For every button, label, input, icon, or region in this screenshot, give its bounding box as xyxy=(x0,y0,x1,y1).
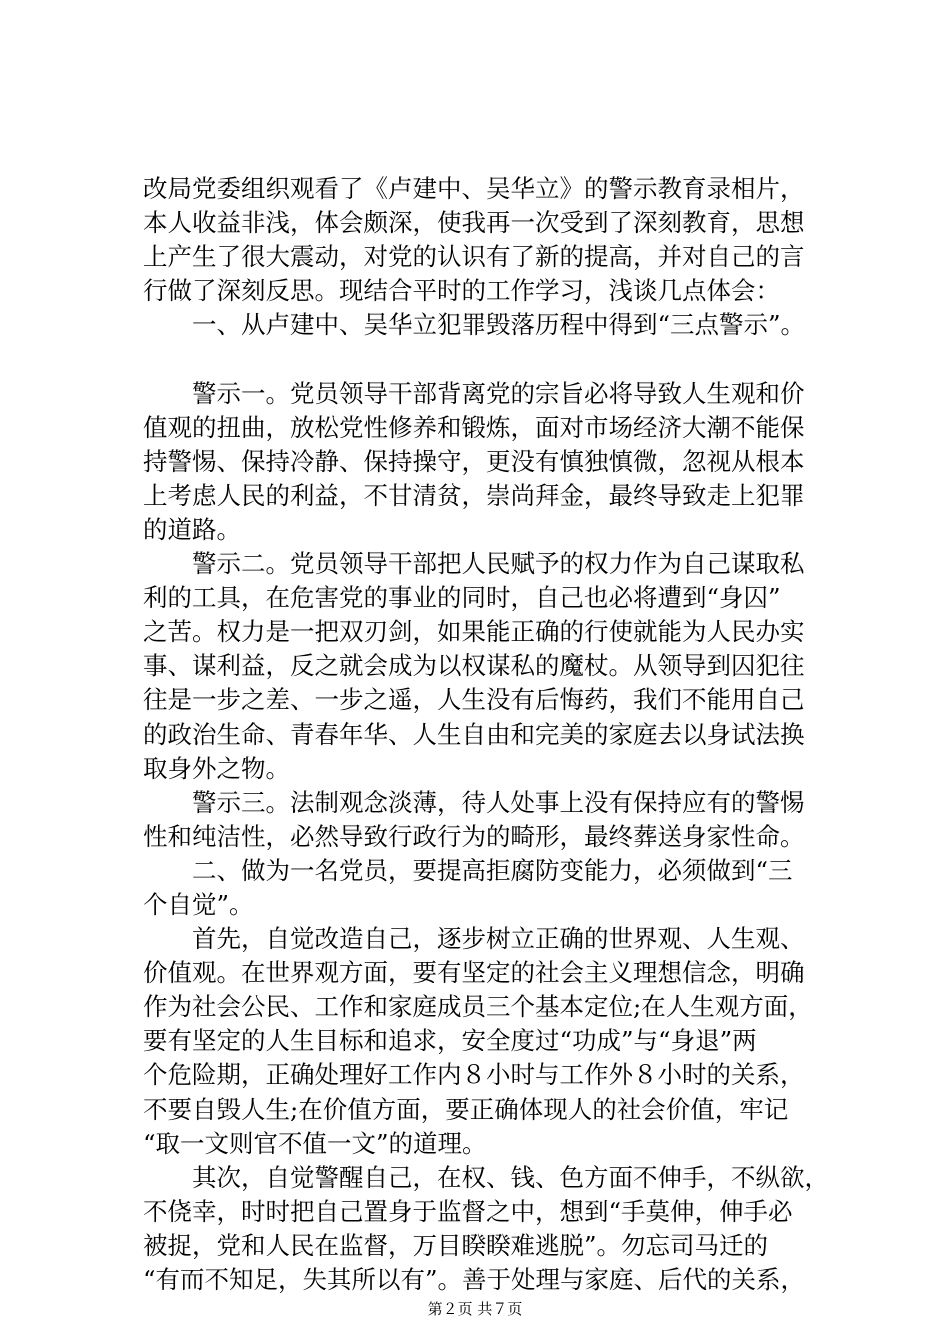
text-line: 持警惕、保持冷静、保持操守，更没有慎独慎微，忽视从根本 xyxy=(143,446,805,476)
text-line: 不要自毁人生;在价值方面，要正确体现人的社会价值，牢记 xyxy=(143,1094,789,1124)
text-line: 性和纯洁性，必然导致行政行为的畸形，最终葬送身家性命。 xyxy=(143,821,805,851)
warning-two-line: 警示二。党员领导干部把人民赋予的权力作为自己谋取私 xyxy=(143,549,805,579)
text-line: “有而不知足，失其所以有”。善于处理与家庭、后代的关系， xyxy=(143,1265,806,1294)
text-line: 要有坚定的人生目标和追求，安全度过“功成”与“身退”两 xyxy=(143,1026,757,1056)
text-line: 作为社会公民、工作和家庭成员三个基本定位;在人生观方面， xyxy=(143,992,813,1022)
text-line: 被捉，党和人民在监督，万目睽睽难逃脱”。勿忘司马迁的 xyxy=(143,1230,769,1260)
text-line: 不侥幸，时时把自己置身于监督之中，想到“手莫伸，伸手必 xyxy=(143,1196,793,1226)
text-line: 利的工具，在危害党的事业的同时，自己也必将遭到“身囚” xyxy=(143,583,781,613)
warning-three-line: 警示三。法制观念淡薄，待人处事上没有保持应有的警惕 xyxy=(143,787,805,817)
text-line: 取身外之物。 xyxy=(143,753,290,783)
text-line: 上考虑人民的利益，不甘清贫，崇尚拜金，最终导致走上犯罪 xyxy=(143,480,805,510)
text-line: 值观的扭曲，放松党性修养和锻炼，面对市场经济大潮不能保 xyxy=(143,412,805,442)
section-heading-1: 一、从卢建中、吴华立犯罪毁落历程中得到“三点警示”。 xyxy=(143,310,806,340)
text-line: 价值观。在世界观方面，要有坚定的社会主义理想信念，明确 xyxy=(143,958,805,988)
document-body xyxy=(143,172,843,1297)
text-line: 的政治生命、青春年华、人生自由和完美的家庭去以身试法换 xyxy=(143,719,805,749)
page-number-footer: 第２页 共７页 xyxy=(427,1300,523,1318)
text-line: 个危险期，正确处理好工作内８小时与工作外８小时的关系， xyxy=(143,1060,805,1090)
text-line: 事、谋利益，反之就会成为以权谋私的魔杖。从领导到囚犯往 xyxy=(143,651,805,681)
text-line: 本人收益非浅，体会颇深，使我再一次受到了深刻教育，思想 xyxy=(143,208,805,238)
section-heading-2: 二、做为一名党员，要提高拒腐防变能力，必须做到“三 xyxy=(143,855,793,885)
text-line: 之苦。权力是一把双刃剑，如果能正确的行使就能为人民办实 xyxy=(143,617,805,647)
text-line: “取一文则官不值一文”的道理。 xyxy=(143,1128,487,1158)
text-line: 行做了深刻反思。现结合平时的工作学习，浅谈几点体会： xyxy=(143,276,780,306)
text-line: 上产生了很大震动，对党的认识有了新的提高，并对自己的言 xyxy=(143,242,805,272)
blank-line xyxy=(143,342,843,376)
first-point-line: 首先，自觉改造自己，逐步树立正确的世界观、人生观、 xyxy=(143,924,805,954)
text-line: 往是一步之差、一步之遥，人生没有后悔药，我们不能用自己 xyxy=(143,685,805,715)
text-line: 的道路。 xyxy=(143,514,241,544)
text-line: 个自觉”。 xyxy=(143,889,254,919)
text-line: 改局党委组织观看了《卢建中、吴华立》的警示教育录相片， xyxy=(143,174,805,203)
warning-one-line: 警示一。党员领导干部背离党的宗旨必将导致人生观和价 xyxy=(143,378,805,408)
second-point-line: 其次，自觉警醒自己，在权、钱、色方面不伸手，不纵欲， xyxy=(143,1162,829,1192)
